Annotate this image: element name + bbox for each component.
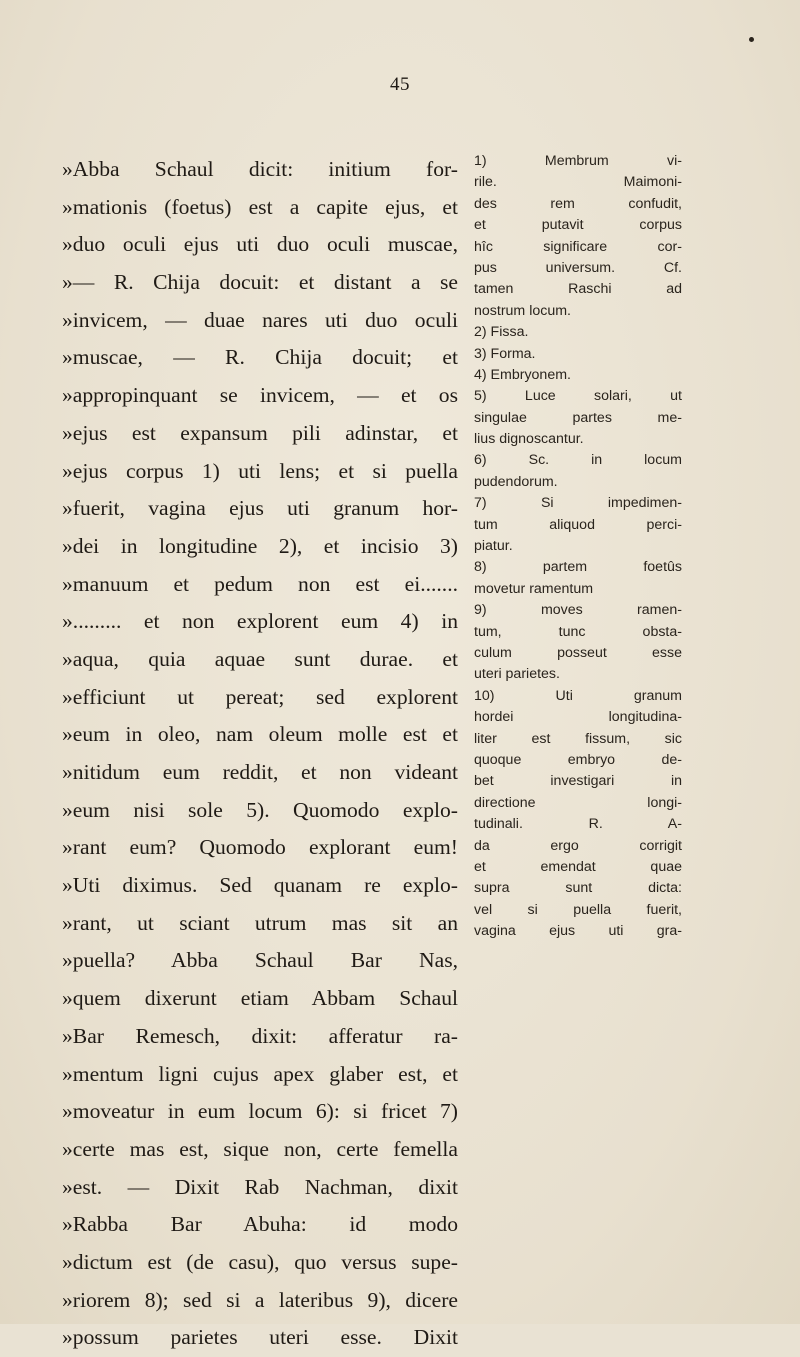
footnote-line: nostrum locum. <box>474 302 571 319</box>
footnote-line: 9) moves ramen- <box>474 602 682 619</box>
footnote-line: 2) Fissa. <box>474 324 529 341</box>
text-line: »quem dixerunt etiam Abbam Schaul <box>62 986 458 1011</box>
footnote-line: piatur. <box>474 538 513 555</box>
text-line: »mationis (foetus) est a capite ejus, et <box>62 194 458 219</box>
footnote-line: hîc significare cor- <box>474 238 682 255</box>
footnote-line: 7) Si impedimen- <box>474 495 682 512</box>
page-number: 45 <box>390 74 410 95</box>
text-line: »invicem, — duae nares uti duo oculi <box>62 307 458 332</box>
footnote-line: 1) Membrum vi- <box>474 153 682 169</box>
footnote-line: lius dignoscantur. <box>474 431 584 448</box>
footnote-line: hordei longitudina- <box>474 709 682 726</box>
text-line: »eum in oleo, nam oleum molle est et <box>62 722 458 747</box>
text-line: »— R. Chija docuit: et distant a se <box>62 270 458 295</box>
footnote-line: 10) Uti granum <box>474 687 682 704</box>
text-line: »riorem 8); sed si a lateribus 9), dicere <box>62 1287 458 1312</box>
text-line: »est. — Dixit Rab Nachman, dixit <box>62 1174 458 1199</box>
text-line: »certe mas est, sique non, certe femella <box>62 1136 458 1161</box>
text-line: »muscae, — R. Chija docuit; et <box>62 345 458 370</box>
text-line: »nitidum eum reddit, et non videant <box>62 760 458 784</box>
text-line: »rant, ut sciant utrum mas sit an <box>62 910 458 935</box>
footnote-line: pudendorum. <box>474 473 558 490</box>
text-line: »moveatur in eum locum 6): si fricet 7) <box>62 1099 458 1124</box>
footnote-line: 6) Sc. in locum <box>474 452 682 469</box>
footnote-line: et emendat quae <box>474 858 682 875</box>
text-line: »possum parietes uteri esse. Dixit <box>62 1325 458 1350</box>
text-line: »mentum ligni cujus apex glaber est, et <box>62 1061 458 1086</box>
text-line: »dictum est (de casu), quo versus supe- <box>62 1249 458 1274</box>
text-line: »ejus est expansum pili adinstar, et <box>62 420 458 445</box>
text-line: »Rabba Bar Abuha: id modo <box>62 1212 458 1237</box>
footnote-line: tudinali. R. A- <box>474 816 682 833</box>
footnote-line: directione longi- <box>474 794 682 811</box>
footnote-line: tamen Raschi ad <box>474 281 682 298</box>
text-line: »Bar Remesch, dixit: afferatur ra- <box>62 1023 458 1048</box>
footnote-line: tum, tunc obsta- <box>474 623 682 640</box>
text-line: »appropinquant se invicem, — et os <box>62 383 458 408</box>
footnote-line: supra sunt dicta: <box>474 880 682 897</box>
footnote-line: 8) partem foetûs <box>474 559 682 576</box>
footnote-line: 5) Luce solari, ut <box>474 388 682 405</box>
text-line: »duo oculi ejus uti duo oculi muscae, <box>62 232 458 257</box>
text-line: »puella? Abba Schaul Bar Nas, <box>62 948 458 973</box>
footnote-line: uteri parietes. <box>474 666 560 683</box>
footnote-line: pus universum. Cf. <box>474 259 682 276</box>
footnote-line: vel si puella fuerit, <box>474 901 682 918</box>
ink-spot <box>749 37 754 42</box>
text-line: »fuerit, vagina ejus uti granum hor- <box>62 496 458 521</box>
text-line: »efficiunt ut pereat; sed explorent <box>62 684 458 709</box>
footnote-line: des rem confudit, <box>474 195 682 212</box>
footnote-line: et putavit corpus <box>474 217 682 234</box>
text-line: »rant eum? Quomodo explorant eum! <box>62 835 458 860</box>
footnote-line: rile. Maimoni- <box>474 174 682 191</box>
text-line: »manuum et pedum non est ei....... <box>62 571 458 596</box>
text-line: »aqua, quia aquae sunt durae. et <box>62 646 458 671</box>
text-line: »Abba Schaul dicit: initium for- <box>62 157 458 181</box>
footnote-line: 3) Forma. <box>474 345 536 362</box>
footnote-line: tum aliquod perci- <box>474 516 682 533</box>
text-line: »ejus corpus 1) uti lens; et si puella <box>62 458 458 483</box>
footnote-line: liter est fissum, sic <box>474 730 682 747</box>
footnote-line: culum posseut esse <box>474 644 682 661</box>
footnote-line: vagina ejus uti gra- <box>474 923 682 940</box>
footnote-line: movetur ramentum <box>474 580 594 597</box>
footnote-line: da ergo corrigit <box>474 837 682 854</box>
text-line: »......... et non explorent eum 4) in <box>62 609 458 634</box>
text-line: »dei in longitudine 2), et incisio 3) <box>62 533 458 558</box>
footnote-line: bet investigari in <box>474 773 682 790</box>
text-line: »Uti diximus. Sed quanam re explo- <box>62 873 458 898</box>
footnote-line: quoque embryo de- <box>474 751 682 768</box>
footnote-line: 4) Embryonem. <box>474 366 571 383</box>
text-line: »eum nisi sole 5). Quomodo explo- <box>62 797 458 822</box>
footnote-line: singulae partes me- <box>474 409 682 426</box>
footnotes-column <box>474 151 682 942</box>
main-text-column <box>62 151 458 1357</box>
